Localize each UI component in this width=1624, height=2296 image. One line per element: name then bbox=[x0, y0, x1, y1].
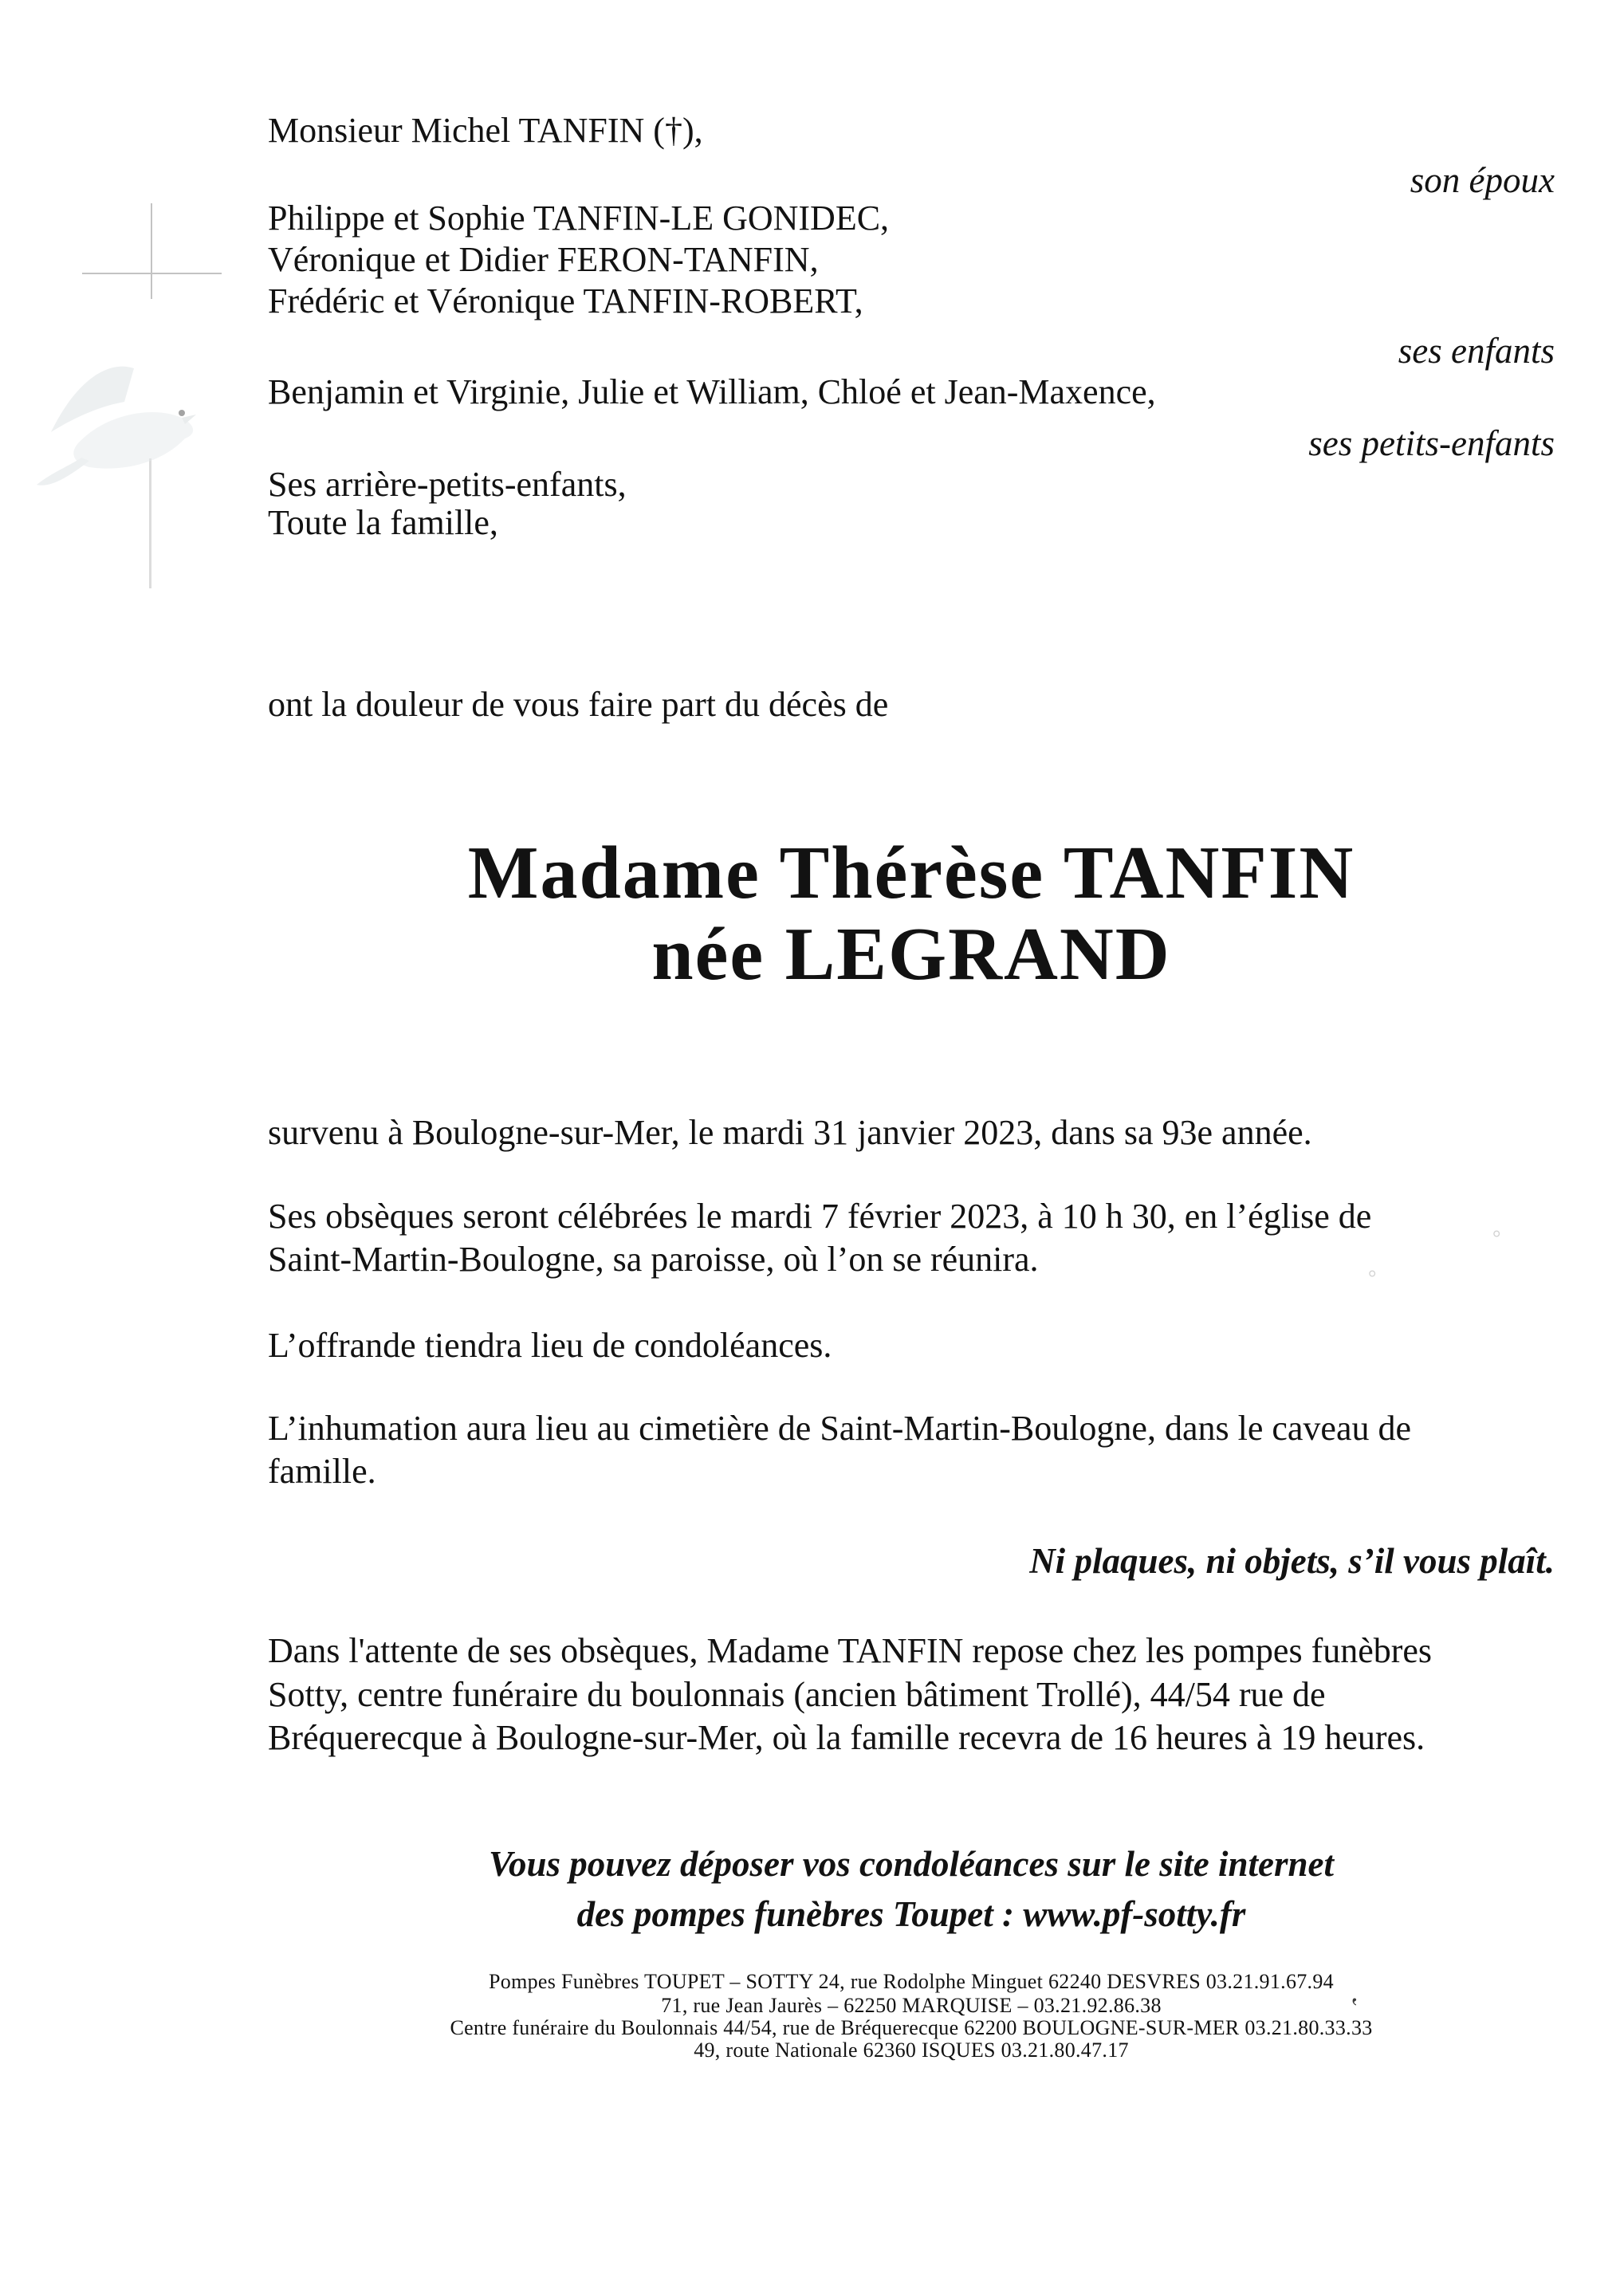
burial-line-1: L’inhumation aura lieu au cimetière de Saint-Martin-Boulogne, dans le caveau de bbox=[268, 1409, 1411, 1448]
grandchildren-line: Benjamin et Virginie, Julie et William, Chloé et Jean-Maxence, bbox=[268, 372, 1156, 411]
children-line-1: Philippe et Sophie TANFIN-LE GONIDEC, bbox=[268, 199, 890, 238]
footer-line-3: Centre funéraire du Boulonnais 44/54, rue de Bréquerecque 62200 BOULOGNE-SUR-MER 03.21.80.33.33 bbox=[450, 2016, 1373, 2039]
condolence-site-line-1: Vous pouvez déposer vos condoléances sur le site internet bbox=[488, 1844, 1334, 1884]
husband-line: Monsieur Michel TANFIN (†), bbox=[268, 111, 703, 150]
death-date-line: survenu à Boulogne-sur-Mer, le mardi 31 janvier 2023, dans sa 93e année. bbox=[268, 1113, 1312, 1152]
maiden-name-title: née LEGRAND bbox=[651, 913, 1171, 996]
ink-tick-mark: ‛ bbox=[1347, 1992, 1360, 2023]
offering-line: L’offrande tiendra lieu de condoléances. bbox=[268, 1326, 832, 1365]
children-line-3: Frédéric et Véronique TANFIN-ROBERT, bbox=[268, 281, 863, 320]
burial-line-2: famille. bbox=[268, 1452, 376, 1491]
funeral-line-1: Ses obsèques seront célébrées le mardi 7 février 2023, à 10 h 30, en l’église de bbox=[268, 1197, 1372, 1236]
footer-line-4: 49, route Nationale 62360 ISQUES 03.21.80.47.17 bbox=[694, 2038, 1129, 2062]
dove-watermark-icon bbox=[32, 359, 215, 502]
footer-line-2: 71, rue Jean Jaurès – 62250 MARQUISE – 03.21.92.86.38 bbox=[661, 1994, 1162, 2017]
deceased-name-title: Madame Thérèse TANFIN bbox=[467, 832, 1355, 914]
husband-relation-label: son époux bbox=[1410, 160, 1555, 200]
registration-cross-mark-vertical bbox=[151, 203, 152, 299]
repose-line-1: Dans l'attente de ses obsèques, Madame TANFIN repose chez les pompes funèbres bbox=[268, 1631, 1433, 1670]
family-line: Toute la famille, bbox=[268, 503, 498, 542]
grandchildren-relation-label: ses petits-enfants bbox=[1308, 423, 1555, 463]
children-line-2: Véronique et Didier FERON-TANFIN, bbox=[268, 240, 819, 279]
repose-line-3: Bréquerecque à Boulogne-sur-Mer, où la famille recevra de 16 heures à 19 heures. bbox=[268, 1718, 1425, 1757]
repose-line-2: Sotty, centre funéraire du boulonnais (ancien bâtiment Trollé), 44/54 rue de bbox=[268, 1675, 1326, 1714]
footer-line-1: Pompes Funèbres TOUPET – SOTTY 24, rue Rodolphe Minguet 62240 DESVRES 03.21.91.67.94 bbox=[489, 1970, 1334, 1993]
great-grandchildren-line: Ses arrière-petits-enfants, bbox=[268, 465, 627, 504]
condolence-site-line-2: des pompes funèbres Toupet : www.pf-sotty.fr bbox=[576, 1894, 1246, 1934]
scan-speck: ° bbox=[1368, 1266, 1377, 1289]
funeral-line-2: Saint-Martin-Boulogne, sa paroisse, où l’on se réunira. bbox=[268, 1240, 1039, 1279]
children-relation-label: ses enfants bbox=[1398, 331, 1555, 371]
no-plaques-line: Ni plaques, ni objets, s’il vous plaît. bbox=[1029, 1541, 1555, 1581]
intro-line: ont la douleur de vous faire part du décès de bbox=[268, 685, 889, 724]
scan-speck: ° bbox=[1492, 1226, 1501, 1249]
